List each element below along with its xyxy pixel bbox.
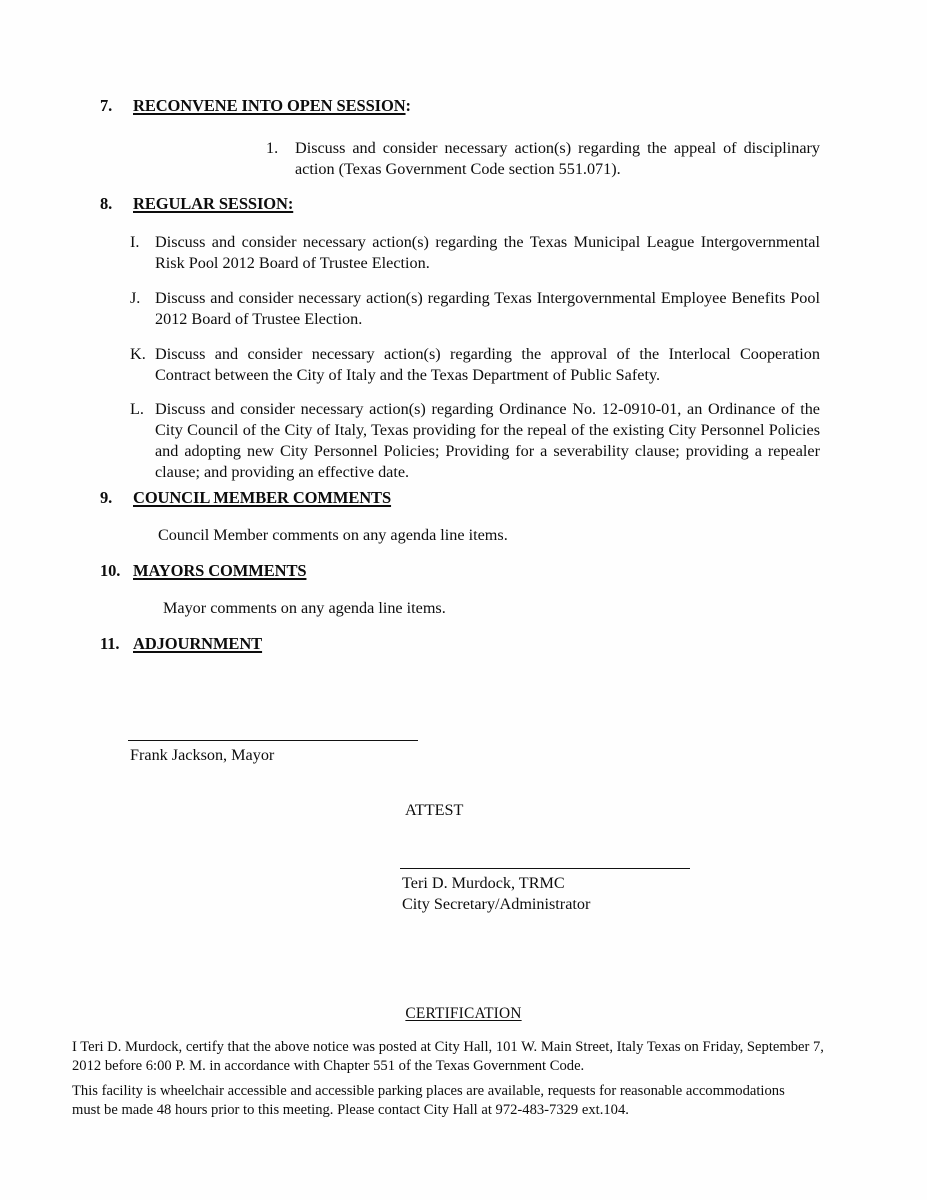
agenda-item-j-text: Discuss and consider necessary action(s) regarding Texas Intergovernmental Employee Benefits Pool 2012 Board of Trustee Election.	[155, 289, 820, 329]
mayor-signature-line	[128, 740, 418, 741]
agenda-item-l-text: Discuss and consider necessary action(s) regarding Ordinance No. 12-0910-01, an Ordinance of the City Council of the City of Italy, Texas providing for the repeal of the existing City Personnel Policies and adopting new City Personnel Policies; Providing for a severability clause; providing a repealer clause; and providing an effective date.	[155, 400, 820, 482]
subitem-7-1-marker: 1.	[266, 139, 279, 157]
subitem-7-1	[266, 138, 820, 180]
section-number-7: 7.	[100, 96, 113, 115]
section-number-11: 11.	[100, 634, 120, 653]
agenda-item-l-marker: L.	[130, 400, 144, 418]
section-heading-9	[100, 488, 391, 508]
agenda-item-i-text: Discuss and consider necessary action(s) regarding the Texas Municipal League Intergovernmental Risk Pool 2012 Board of Trustee Election.	[155, 233, 820, 273]
agenda-item-l	[130, 399, 820, 483]
section-title-7-tail: :	[405, 96, 411, 115]
mayor-signature-name: Frank Jackson, Mayor	[130, 746, 275, 764]
section-heading-7	[100, 96, 411, 116]
subitem-7-1-text: Discuss and consider necessary action(s) regarding the appeal of disciplinary action (Texas Government Code section 551.071).	[295, 139, 820, 179]
agenda-item-i	[130, 232, 820, 274]
certification-heading: CERTIFICATION	[405, 1005, 522, 1022]
agenda-item-j	[130, 288, 820, 330]
secretary-signature-name: Teri D. Murdock, TRMC	[402, 874, 565, 892]
section-heading-10	[100, 561, 306, 581]
section-10-body: Mayor comments on any agenda line items.	[163, 599, 446, 617]
agenda-item-k-marker: K.	[130, 345, 146, 363]
agenda-item-k-text: Discuss and consider necessary action(s) regarding the approval of the Interlocal Cooperation Contract between the City of Italy and the Texas Department of Public Safety.	[155, 345, 820, 385]
agenda-item-k	[130, 344, 820, 386]
secretary-signature-line	[400, 868, 690, 869]
agenda-item-j-marker: J.	[130, 289, 141, 307]
section-number-10: 10.	[100, 561, 121, 580]
secretary-signature-title: City Secretary/Administrator	[402, 895, 591, 913]
attest-label: ATTEST	[405, 801, 464, 819]
section-number-9: 9.	[100, 488, 113, 507]
certification-paragraph-1: I Teri D. Murdock, certify that the above notice was posted at City Hall, 101 W. Main Street, Italy Texas on Friday, September 7, 2012 before 6:00 P. M. in accordance with Chapter 551 of the Texas Government Code.	[72, 1039, 824, 1074]
section-heading-11	[100, 634, 262, 654]
section-title-10: MAYORS COMMENTS	[133, 561, 307, 580]
agenda-item-i-marker: I.	[130, 233, 140, 251]
section-title-8: REGULAR SESSION:	[133, 194, 294, 213]
section-heading-8	[100, 194, 293, 214]
section-title-7: RECONVENE INTO OPEN SESSION	[133, 96, 406, 115]
section-title-9: COUNCIL MEMBER COMMENTS	[133, 488, 392, 507]
section-number-8: 8.	[100, 194, 113, 213]
certification-paragraph-2: This facility is wheelchair accessible and accessible parking places are available, requests for reasonable accommodations must be made 48 hours prior to this meeting. Please contact City Hall at 972-483-7329 ext.104.	[72, 1083, 785, 1118]
section-9-body: Council Member comments on any agenda line items.	[158, 526, 508, 544]
section-title-11: ADJOURNMENT	[133, 634, 263, 653]
